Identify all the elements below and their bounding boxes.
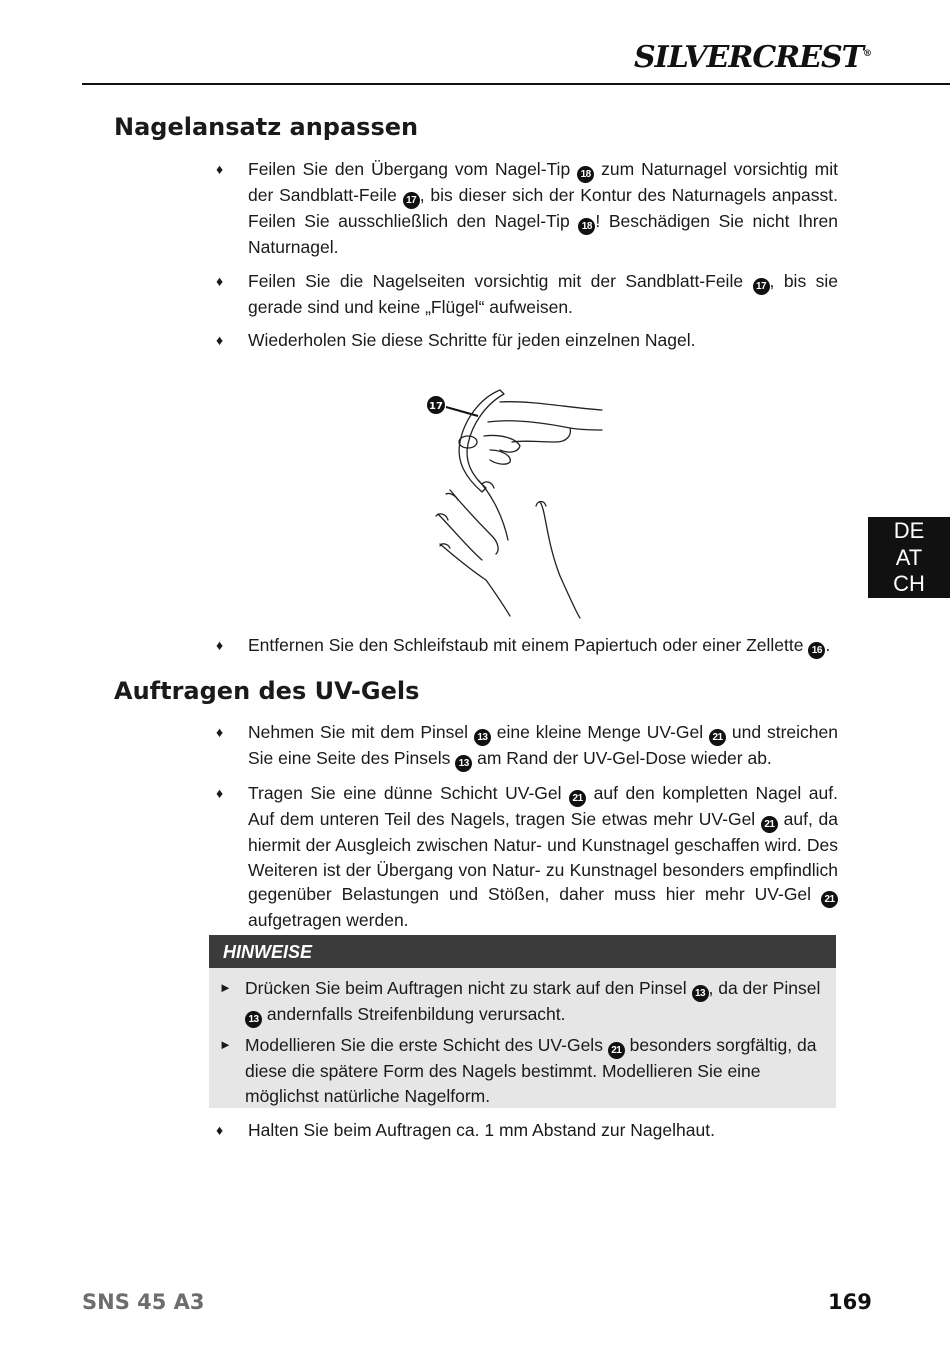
page-number: 169	[828, 1290, 872, 1314]
brand-logo: SILVERCREST®	[634, 40, 871, 75]
list-item: ♦ Halten Sie beim Auftragen ca. 1 mm Abstand zur Nagelhaut.	[216, 1118, 838, 1143]
diamond-bullet-icon: ♦	[216, 272, 224, 289]
nail-filing-illustration	[420, 380, 620, 620]
diamond-bullet-icon: ♦	[216, 785, 224, 801]
list-item: ♦ Nehmen Sie mit dem Pinsel 13 eine kleine Menge UV-Gel 21 und streichen Sie eine Seite des Pinsels 13 am Rand der UV-Gel-Dose wieder ab.	[216, 720, 838, 772]
notes-box	[209, 935, 836, 1108]
bullet-list-2	[216, 633, 838, 668]
arrow-bullet-icon: ►	[219, 980, 232, 995]
section-title-nagelansatz: Nagelansatz anpassen	[114, 113, 419, 141]
ref-number: 13	[474, 729, 491, 746]
diamond-bullet-icon: ♦	[216, 637, 224, 653]
diamond-bullet-icon: ♦	[216, 161, 224, 177]
ref-number: 21	[569, 790, 586, 807]
hand-with-file-icon	[420, 380, 620, 620]
list-item: ♦ Feilen Sie den Übergang vom Nagel-Tip 18 zum Naturnagel vorsichtig mit der Sandblatt-Feile 17 , bis dieser sich der Kontur des Naturnagels anpasst. Feilen Sie ausschließlich den Nagel-Tip 18 ! Beschädigen Sie nicht Ihren Naturnagel.	[216, 159, 838, 257]
diamond-bullet-icon: ♦	[216, 1122, 224, 1138]
diamond-bullet-icon: ♦	[216, 332, 224, 348]
list-item: ♦ Entfernen Sie den Schleifstaub mit einem Papiertuch oder einer Zellette 16 .	[216, 633, 838, 659]
language-tab: DE AT CH	[868, 517, 950, 598]
footer-model: SNS 45 A3	[82, 1290, 205, 1314]
ref-number: 21	[761, 816, 778, 833]
diamond-bullet-icon: ♦	[216, 724, 224, 740]
notes-heading: HINWEISE	[209, 935, 836, 968]
notes-list	[209, 968, 836, 1108]
note-item: ► Modellieren Sie die erste Schicht des UV-Gels 21 besonders sorgfältig, da diese die spätere Form des Nagels bestimmt. Modellieren Sie eine möglichst natürliche Nagelform.	[219, 1035, 817, 1106]
ref-number: 17	[753, 278, 770, 295]
ref-number: 16	[808, 642, 825, 659]
ref-number: 21	[821, 891, 838, 908]
ref-number: 21	[709, 729, 726, 746]
bullet-list-3	[216, 720, 838, 942]
arrow-bullet-icon: ►	[219, 1037, 232, 1052]
bullet-list-1	[216, 157, 838, 362]
ref-number: 18	[578, 218, 595, 235]
ref-number: 21	[608, 1042, 625, 1059]
ref-number: 17	[403, 192, 420, 209]
svg-text:17: 17	[429, 401, 443, 412]
ref-number: 13	[455, 755, 472, 772]
bullet-list-4	[216, 1118, 838, 1152]
note-item: ► Drücken Sie beim Auftragen nicht zu stark auf den Pinsel 13 , da der Pinsel 13 andernfalls Streifenbildung verursacht.	[219, 976, 826, 1028]
section-title-uv-gel: Auftragen des UV-Gels	[114, 677, 420, 705]
list-item: ♦ Wiederholen Sie diese Schritte für jeden einzelnen Nagel.	[216, 328, 838, 353]
list-item: ♦ Feilen Sie die Nagelseiten vorsichtig mit der Sandblatt-Feile 17 , bis sie gerade sind und keine „Flügel“ aufweisen.	[216, 270, 839, 317]
ref-number: 18	[577, 166, 594, 183]
header-rule	[82, 83, 950, 85]
list-item: ♦ Tragen Sie eine dünne Schicht UV-Gel 21 auf den kompletten Nagel auf. Auf dem unteren Teil des Nagels, tragen Sie etwas mehr UV-Gel 21 auf, da hiermit der Ausgleich zwischen Natur- und Kunstnagel geschaffen wird. Des Weiteren ist der Übergang von Natur- zu Kunstnagel besonders empfindlich gegenüber Belastungen und Stößen, daher muss hier mehr UV-Gel 21 aufgetragen werden.	[216, 783, 838, 930]
ref-number: 13	[245, 1011, 262, 1028]
ref-number: 13	[692, 985, 709, 1002]
